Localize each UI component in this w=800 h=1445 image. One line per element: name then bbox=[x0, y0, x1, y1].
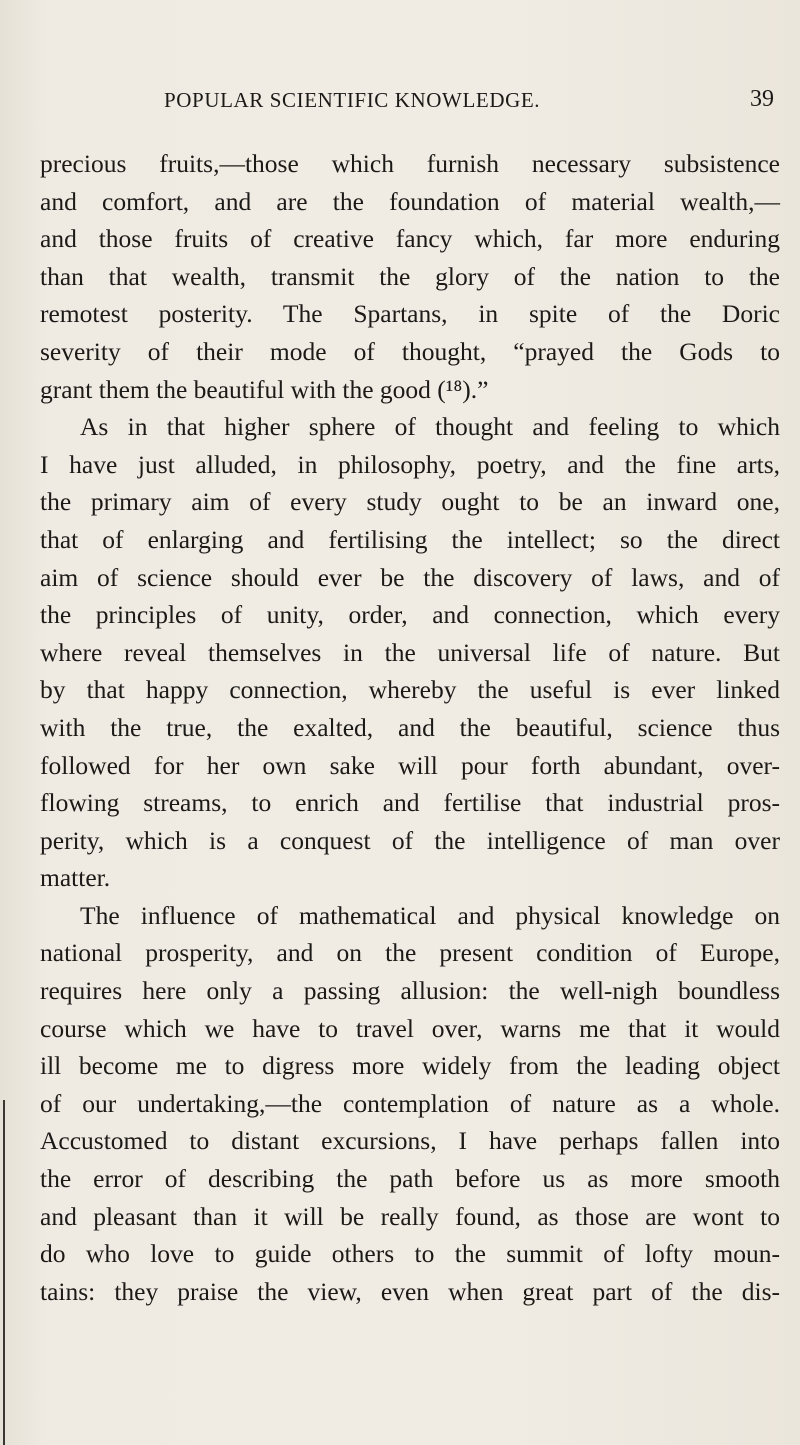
text-line: and comfort, and are the foundation of material wealth,— bbox=[40, 186, 780, 216]
text-line: tains: they praise the view, even when great part of the dis- bbox=[40, 1276, 780, 1306]
text-line: do who love to guide others to the summit of lofty moun- bbox=[40, 1239, 780, 1269]
text-line: The influence of mathematical and physical knowledge on bbox=[80, 900, 780, 930]
text-line: and those fruits of creative fancy which, far more enduring bbox=[40, 224, 780, 254]
text-line: the error of describing the path before us as more smooth bbox=[40, 1164, 780, 1194]
text-line: by that happy connection, whereby the useful is ever linked bbox=[40, 675, 780, 705]
text-line: the primary aim of every study ought to be an inward one, bbox=[40, 487, 780, 517]
text-line: national prosperity, and on the present condition of Europe, bbox=[40, 938, 780, 968]
text-line: requires here only a passing allusion: the well-nigh boundless bbox=[40, 976, 780, 1006]
text-line: As in that higher sphere of thought and feeling to which bbox=[80, 412, 780, 442]
text-line: grant them the beautiful with the good (¹⁸).” bbox=[40, 374, 489, 404]
page-number: 39 bbox=[750, 86, 774, 112]
text-line: course which we have to travel over, warns me that it would bbox=[40, 1013, 780, 1043]
text-line: remotest posterity. The Spartans, in spite of the Doric bbox=[40, 299, 780, 329]
text-line: precious fruits,—those which furnish necessary subsistence bbox=[40, 149, 780, 178]
binding-edge bbox=[3, 1100, 5, 1445]
running-head bbox=[0, 88, 800, 118]
text-line: Accustomed to distant excursions, I have perhaps fallen into bbox=[40, 1126, 780, 1156]
text-line: ill become me to digress more widely from the leading object bbox=[40, 1051, 780, 1081]
text-line: matter. bbox=[40, 863, 111, 893]
text-line: where reveal themselves in the universal life of nature. But bbox=[40, 637, 780, 667]
body-text bbox=[40, 145, 780, 1310]
running-title: POPULAR SCIENTIFIC KNOWLEDGE. bbox=[164, 88, 541, 112]
text-line: and pleasant than it will be really found, as those are wont to bbox=[40, 1201, 780, 1231]
text-line: flowing streams, to enrich and fertilise that industrial pros- bbox=[40, 788, 780, 818]
text-line: than that wealth, transmit the glory of the nation to the bbox=[40, 261, 780, 291]
text-line: that of enlarging and fertilising the intellect; so the direct bbox=[40, 524, 780, 554]
text-line: I have just alluded, in philosophy, poetry, and the fine arts, bbox=[40, 449, 780, 479]
text-line: of our undertaking,—the contemplation of nature as a whole. bbox=[40, 1088, 780, 1118]
text-line: perity, which is a conquest of the intelligence of man over bbox=[40, 825, 780, 855]
text-line: the principles of unity, order, and connection, which every bbox=[40, 600, 780, 630]
text-line: severity of their mode of thought, “prayed the Gods to bbox=[40, 336, 780, 366]
text-line: aim of science should ever be the discovery of laws, and of bbox=[40, 562, 780, 592]
text-line: followed for her own sake will pour forth abundant, over- bbox=[40, 750, 780, 780]
text-line: with the true, the exalted, and the beautiful, science thus bbox=[40, 712, 780, 742]
